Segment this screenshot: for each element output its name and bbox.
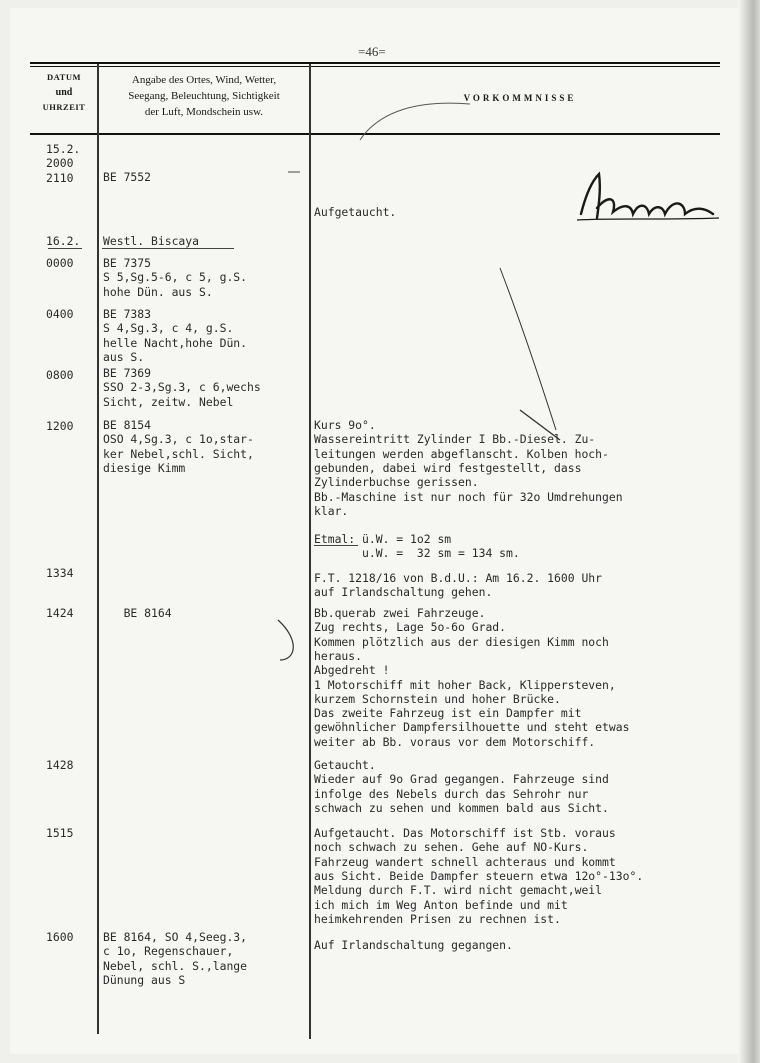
entry-event-line: u.W. = 32 sm = 134 sm. (314, 546, 520, 561)
entry-event-line: Bb.-Maschine ist nur noch für 32o Umdrehungen (314, 489, 623, 504)
entry-time-line: 0000 (46, 256, 74, 270)
entry-event-line: Kommen plötzlich aus der diesigen Kimm noch (314, 634, 609, 649)
entry-event-line: Zylinderbuchse gerissen. (314, 475, 479, 490)
entry-event-line: Wieder auf 9o Grad gegangen. Fahrzeuge sind (314, 772, 609, 787)
entry-place-line: Westl. Biscaya (103, 234, 200, 248)
column-divider-1 (97, 64, 99, 1034)
entry-time-line: 1515 (46, 826, 74, 840)
entry-event-line: Etmal: ü.W. = 1o2 sm (314, 532, 452, 546)
entry-event-line: Aufgetaucht. (314, 204, 397, 219)
entry-event-line: auf Irlandschaltung gehen. (314, 585, 493, 600)
entry-place-line: aus S. (103, 349, 145, 364)
header-vorkommnisse: VORKOMMNISSE (463, 93, 577, 103)
entry-place-line: c 1o, Regenschauer, (103, 944, 234, 959)
entry-event-line: ich mich im Weg Anton befinde und mit (314, 897, 568, 912)
entry-place-line: BE 8154 (103, 418, 152, 432)
entry-event-line: noch schwach zu sehen. Gehe auf NO-Kurs. (314, 840, 589, 855)
entry-event-line: F.T. 1218/16 von B.d.U.: Am 16.2. 1600 Uhr (314, 571, 603, 585)
header-datum-l3: UHRZEIT (42, 102, 86, 112)
entry-place-line: OSO 4,Sg.3, c 1o,star- (103, 432, 254, 447)
entry-place-line: BE 7375 (103, 256, 152, 270)
entry-place-line: helle Nacht,hohe Dün. (103, 335, 248, 350)
entry-event-line: Auf Irlandschaltung gegangen. (314, 938, 513, 952)
entry-event-line: aus Sicht. Beide Dampfer steuern etwa 12o°-13o°. (314, 868, 644, 883)
entry-time-line: 1200 (46, 419, 74, 433)
entry-time-line: 1424 (46, 606, 74, 620)
entry-time-line: 15.2. (46, 142, 81, 156)
page-number: =46= (358, 44, 386, 59)
entry-place-line: diesige Kimm (103, 460, 186, 475)
entry-event-line: klar. (314, 503, 349, 518)
column-divider-2 (309, 64, 311, 1039)
entry-place-line: SSO 2-3,Sg.3, c 6,wechs (103, 380, 261, 395)
entry-place-line: BE 7383 (103, 307, 152, 321)
signature-image (573, 168, 723, 228)
entry-event-line: gewöhnlicher Dampfersilhouette und steht etwas (314, 720, 630, 735)
header-angabe-l2: Seegang, Beleuchtung, Sichtigkeit (128, 90, 280, 102)
header-bottom-rule (30, 133, 720, 135)
entry-event-line: schwach zu sehen und kommen bald aus Sicht. (314, 800, 609, 815)
entry-event-line: Das zweite Fahrzeug ist ein Dampfer mit (314, 706, 582, 721)
header-datum-l1: DATUM (47, 72, 81, 82)
header-datum (32, 70, 96, 115)
entry-time-line: 0400 (46, 307, 74, 321)
entry-time-line: 0800 (46, 368, 74, 382)
entry-event-line: heraus. (314, 648, 363, 663)
entry-event-line: Wassereintritt Zylinder I Bb.-Diesel. Zu- (314, 432, 596, 447)
entry-event-line: Kurs 9o°. (314, 418, 376, 432)
entry-event-line: Fahrzeug wandert schnell achteraus und kommt (314, 854, 616, 869)
entry-event-line: gebunden, dabei wird festgestellt, dass (314, 460, 582, 475)
entry-time-line: 1600 (46, 930, 74, 944)
entry-event-line: Getaucht. (314, 758, 376, 772)
entry-place-line: ker Nebel,schl. Sicht, (103, 446, 254, 461)
entry-event-line: Meldung durch F.T. wird nicht gemacht,weil (314, 883, 603, 898)
entry-place-line: hohe Dün. aus S. (103, 284, 213, 299)
entry-time-line: 1334 (46, 566, 74, 580)
header-angabe (100, 72, 308, 120)
entry-event-line: heimkehrenden Prisen zu rechnen ist. (314, 911, 561, 926)
entry-event-line: Abgedreht ! (314, 663, 390, 678)
header-angabe-l1: Angabe des Ortes, Wind, Wetter, (131, 74, 277, 86)
entry-time-line: 16.2. (46, 234, 81, 248)
entry-place-line: S 5,Sg.5-6, c 5, g.S. (103, 270, 248, 285)
entry-event-line: Bb.querab zwei Fahrzeuge. (314, 606, 486, 620)
entry-place-line: BE 7552 (103, 170, 152, 185)
entry-event-line: Aufgetaucht. Das Motorschiff ist Stb. voraus (314, 826, 616, 840)
entry-place-line: Dünung aus S (103, 972, 186, 987)
entry-place-line: S 4,Sg.3, c 4, g.S. (103, 321, 234, 336)
entry-place-line: BE 8164 (103, 606, 172, 620)
entry-event-line: infolge des Nebels durch das Sehrohr nur (314, 786, 589, 801)
entry-event-line: weiter ab Bb. voraus vor dem Motorschiff. (314, 734, 596, 749)
entry-event-line: 1 Motorschiff mit hoher Back, Klippersteven, (314, 677, 616, 692)
header-top-rule-2 (30, 66, 720, 67)
entry-event-line: Zug rechts, Lage 5o-6o Grad. (314, 620, 507, 635)
header-datum-l2: und (55, 87, 73, 98)
header-angabe-l3: der Luft, Mondschein usw. (144, 106, 264, 118)
entry-event-line: leitungen werden abgeflanscht. Kolben hoch- (314, 446, 609, 461)
header-top-rule (30, 62, 720, 64)
entry-place-line: BE 8164, SO 4,Seeg.3, (103, 930, 248, 944)
entry-time-line: 1428 (46, 758, 74, 772)
entry-event-line: kurzem Schornstein und hoher Brücke. (314, 691, 561, 706)
entry-time-line: 2110 (46, 170, 74, 185)
entry-place-line: Sicht, zeitw. Nebel (103, 394, 234, 409)
entry-place-line: Nebel, schl. S.,lange (103, 958, 248, 973)
entry-place-line: BE 7369 (103, 366, 152, 380)
page-edge-shadow (738, 0, 760, 1063)
entry-time-line: 2000 (46, 156, 74, 171)
